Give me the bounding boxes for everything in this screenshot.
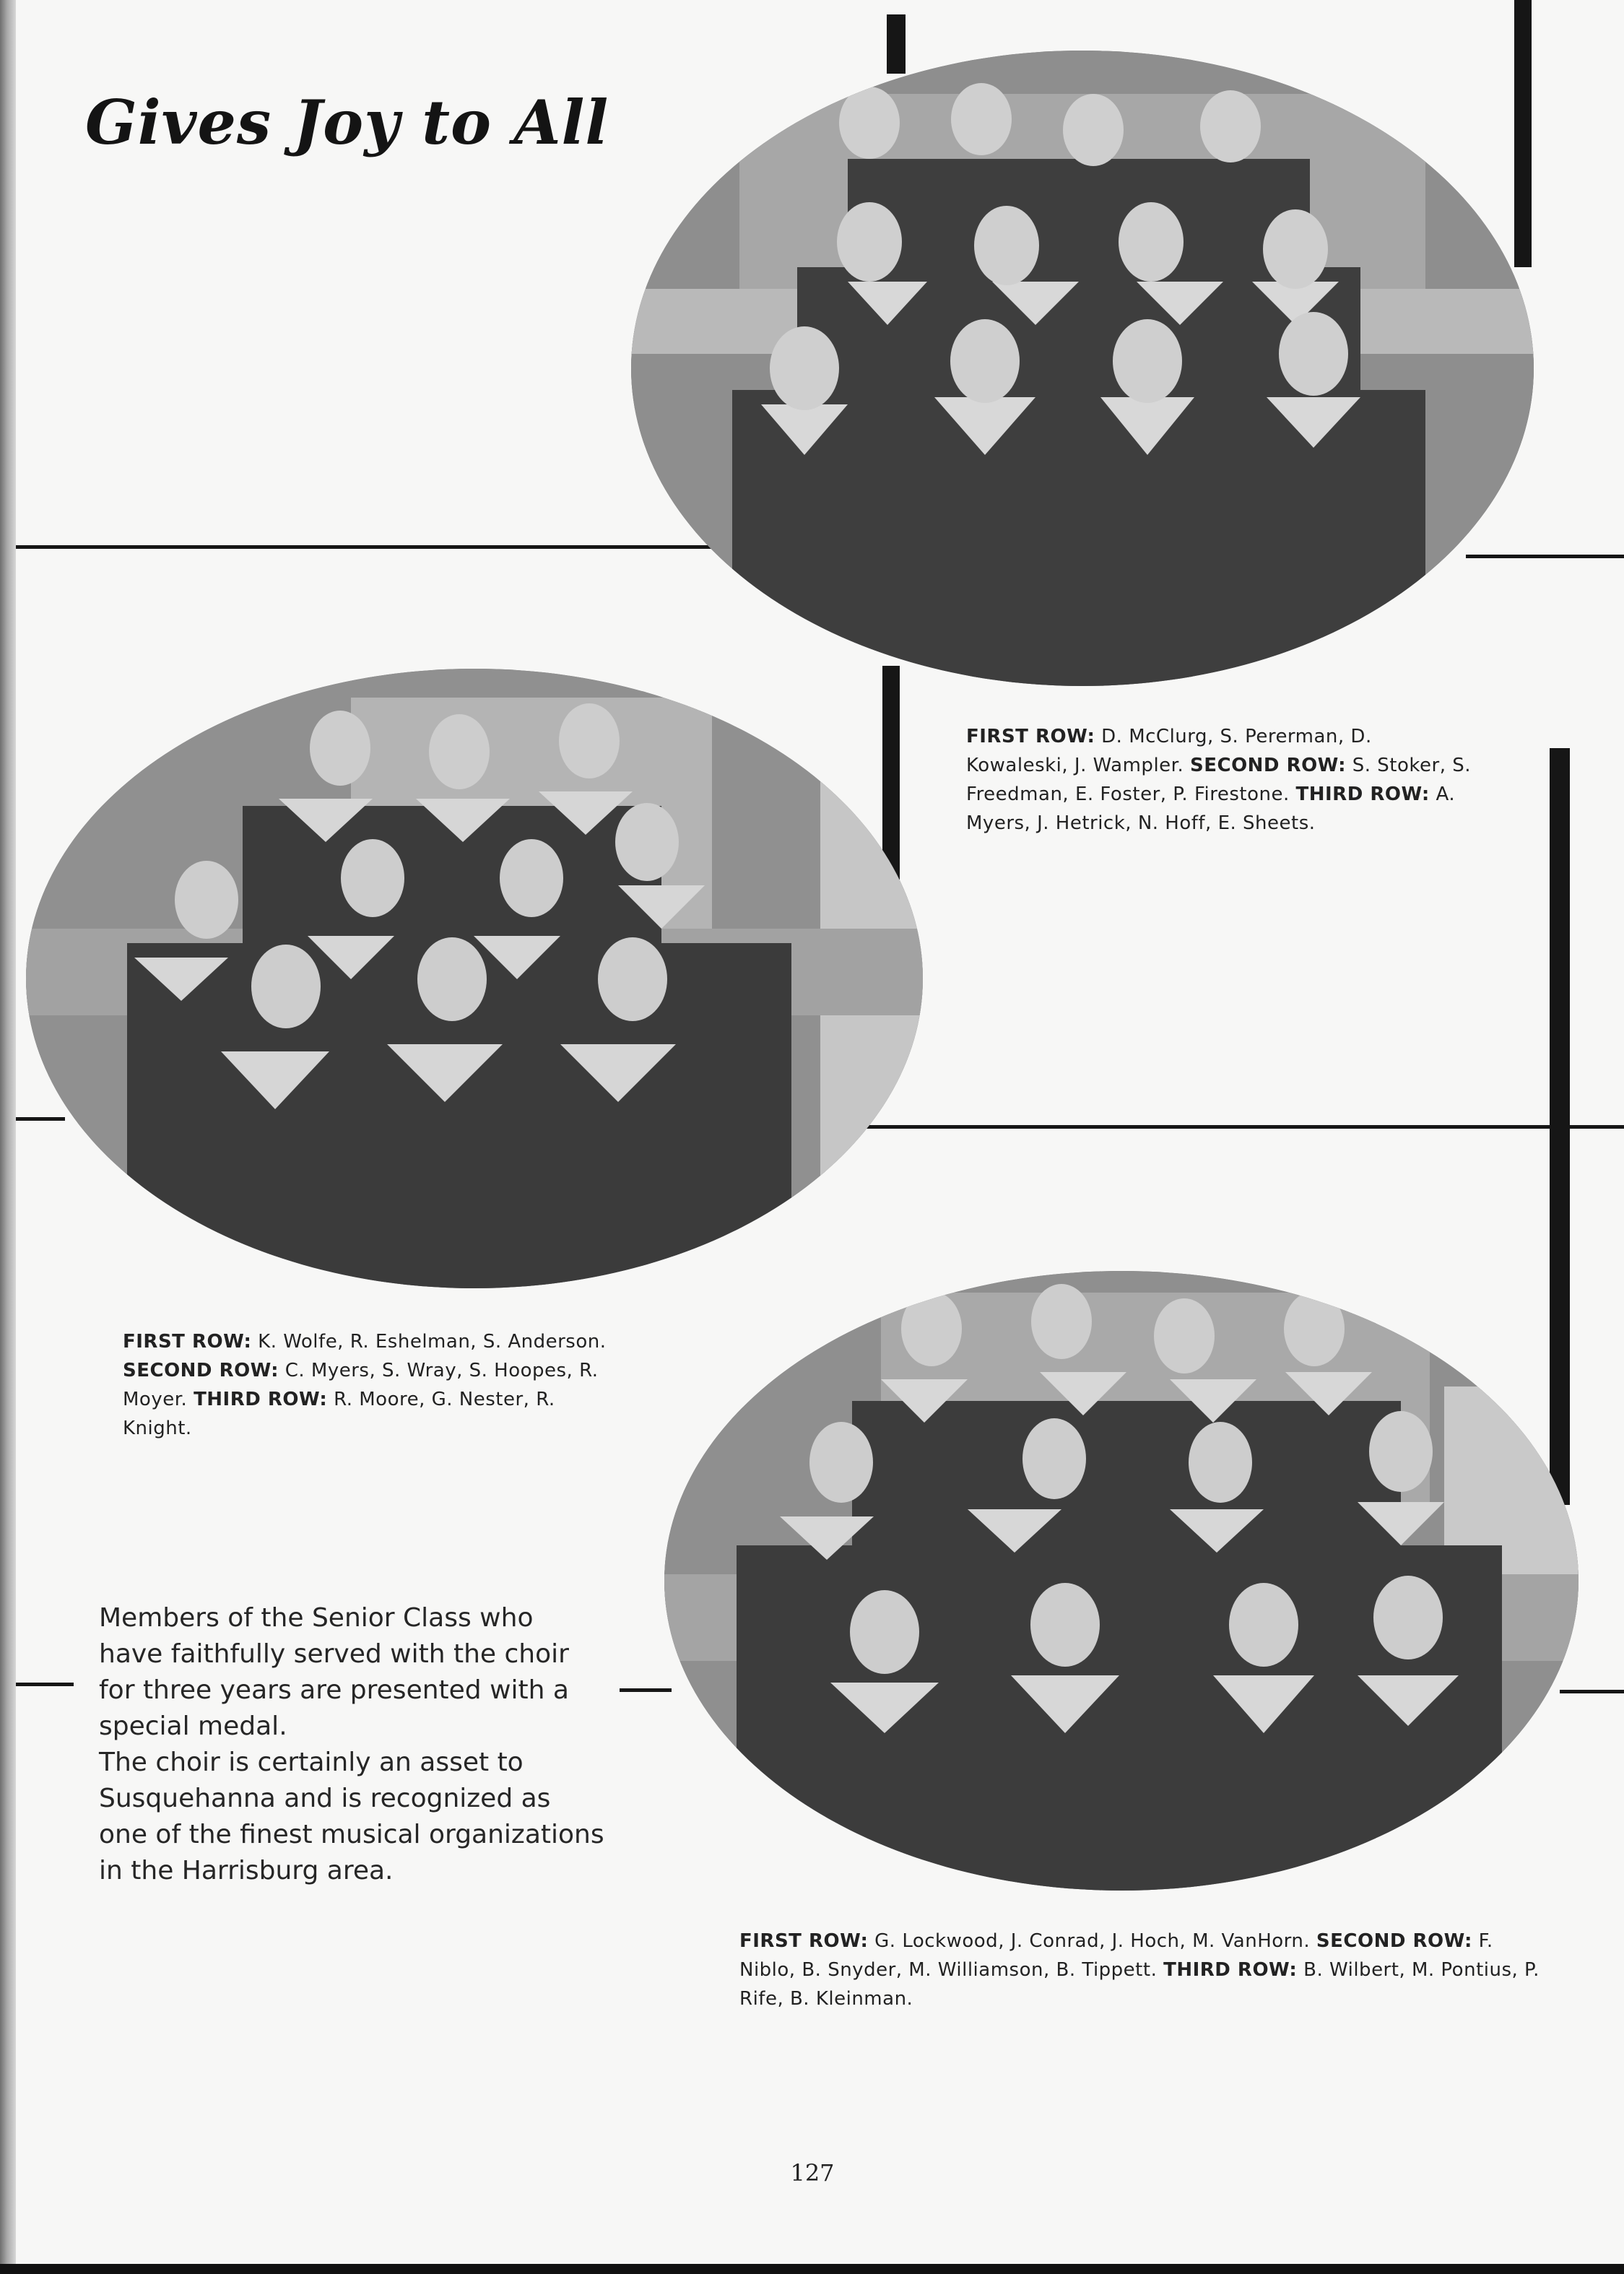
rule-horizontal-7 [1560, 1690, 1624, 1693]
photo-2-caption [123, 1327, 628, 1443]
caption-names: B. Wilbert, M. Pontius, P. Rife, B. Kleinman. [739, 1959, 1540, 2010]
rule-vertical-3 [882, 666, 900, 880]
caption-label: SECOND ROW: [123, 1360, 279, 1381]
caption-names: F. Niblo, B. Snyder, M. Williamson, B. Tippett. [739, 1930, 1493, 1981]
rule-horizontal-5 [16, 1683, 74, 1686]
caption-label: THIRD ROW: [194, 1389, 328, 1410]
caption-names: R. Moore, G. Nester, R. Knight. [123, 1389, 555, 1439]
caption-label: SECOND ROW: [1316, 1930, 1472, 1952]
page-binding-edge [0, 0, 16, 2274]
caption-names: S. Stoker, S. Freedman, E. Foster, P. Firestone. [966, 755, 1471, 805]
rule-horizontal-3 [16, 1117, 65, 1121]
caption-names: G. Lockwood, J. Conrad, J. Hoch, M. VanHorn. [874, 1930, 1311, 1952]
caption-label: SECOND ROW: [1190, 755, 1346, 776]
caption-label: THIRD ROW: [1295, 784, 1430, 805]
choir-photo-3 [664, 1271, 1579, 1891]
caption-names: C. Myers, S. Wray, S. Hoopes, R. Moyer. [123, 1360, 599, 1410]
rule-horizontal-6 [620, 1688, 672, 1692]
body-paragraph: The choir is certainly an asset to Susquehanna and is recognized as one of the finest musical organizations in the Harrisburg area. [99, 1748, 604, 1885]
rule-horizontal-1 [16, 545, 716, 549]
caption-label: FIRST ROW: [123, 1331, 252, 1353]
caption-label: FIRST ROW: [739, 1930, 869, 1952]
body-text [99, 1600, 604, 1889]
photo-3-caption [739, 1927, 1541, 2013]
page-title: Gives Joy to All [85, 87, 609, 158]
caption-names: A. Myers, J. Hetrick, N. Hoff, E. Sheets. [966, 784, 1456, 834]
choir-photo-1 [631, 51, 1534, 686]
caption-label: FIRST ROW: [966, 726, 1095, 747]
caption-names: K. Wolfe, R. Eshelman, S. Anderson. [258, 1331, 607, 1353]
page-number: 127 [790, 2159, 835, 2187]
rule-horizontal-2 [1466, 555, 1624, 558]
choir-photo-2 [26, 669, 923, 1288]
photo-1-caption [966, 722, 1472, 838]
caption-label: THIRD ROW: [1163, 1959, 1298, 1981]
rule-horizontal-4 [865, 1125, 1624, 1129]
rule-vertical-2 [1514, 0, 1532, 267]
bottom-edge-bar [0, 2264, 1624, 2274]
caption-names: D. McClurg, S. Pererman, D. Kowaleski, J. Wampler. [966, 726, 1372, 776]
body-paragraph: Members of the Senior Class who have faithfully served with the choir for three years are presented with a special medal. [99, 1603, 569, 1741]
rule-vertical-1 [887, 14, 906, 74]
